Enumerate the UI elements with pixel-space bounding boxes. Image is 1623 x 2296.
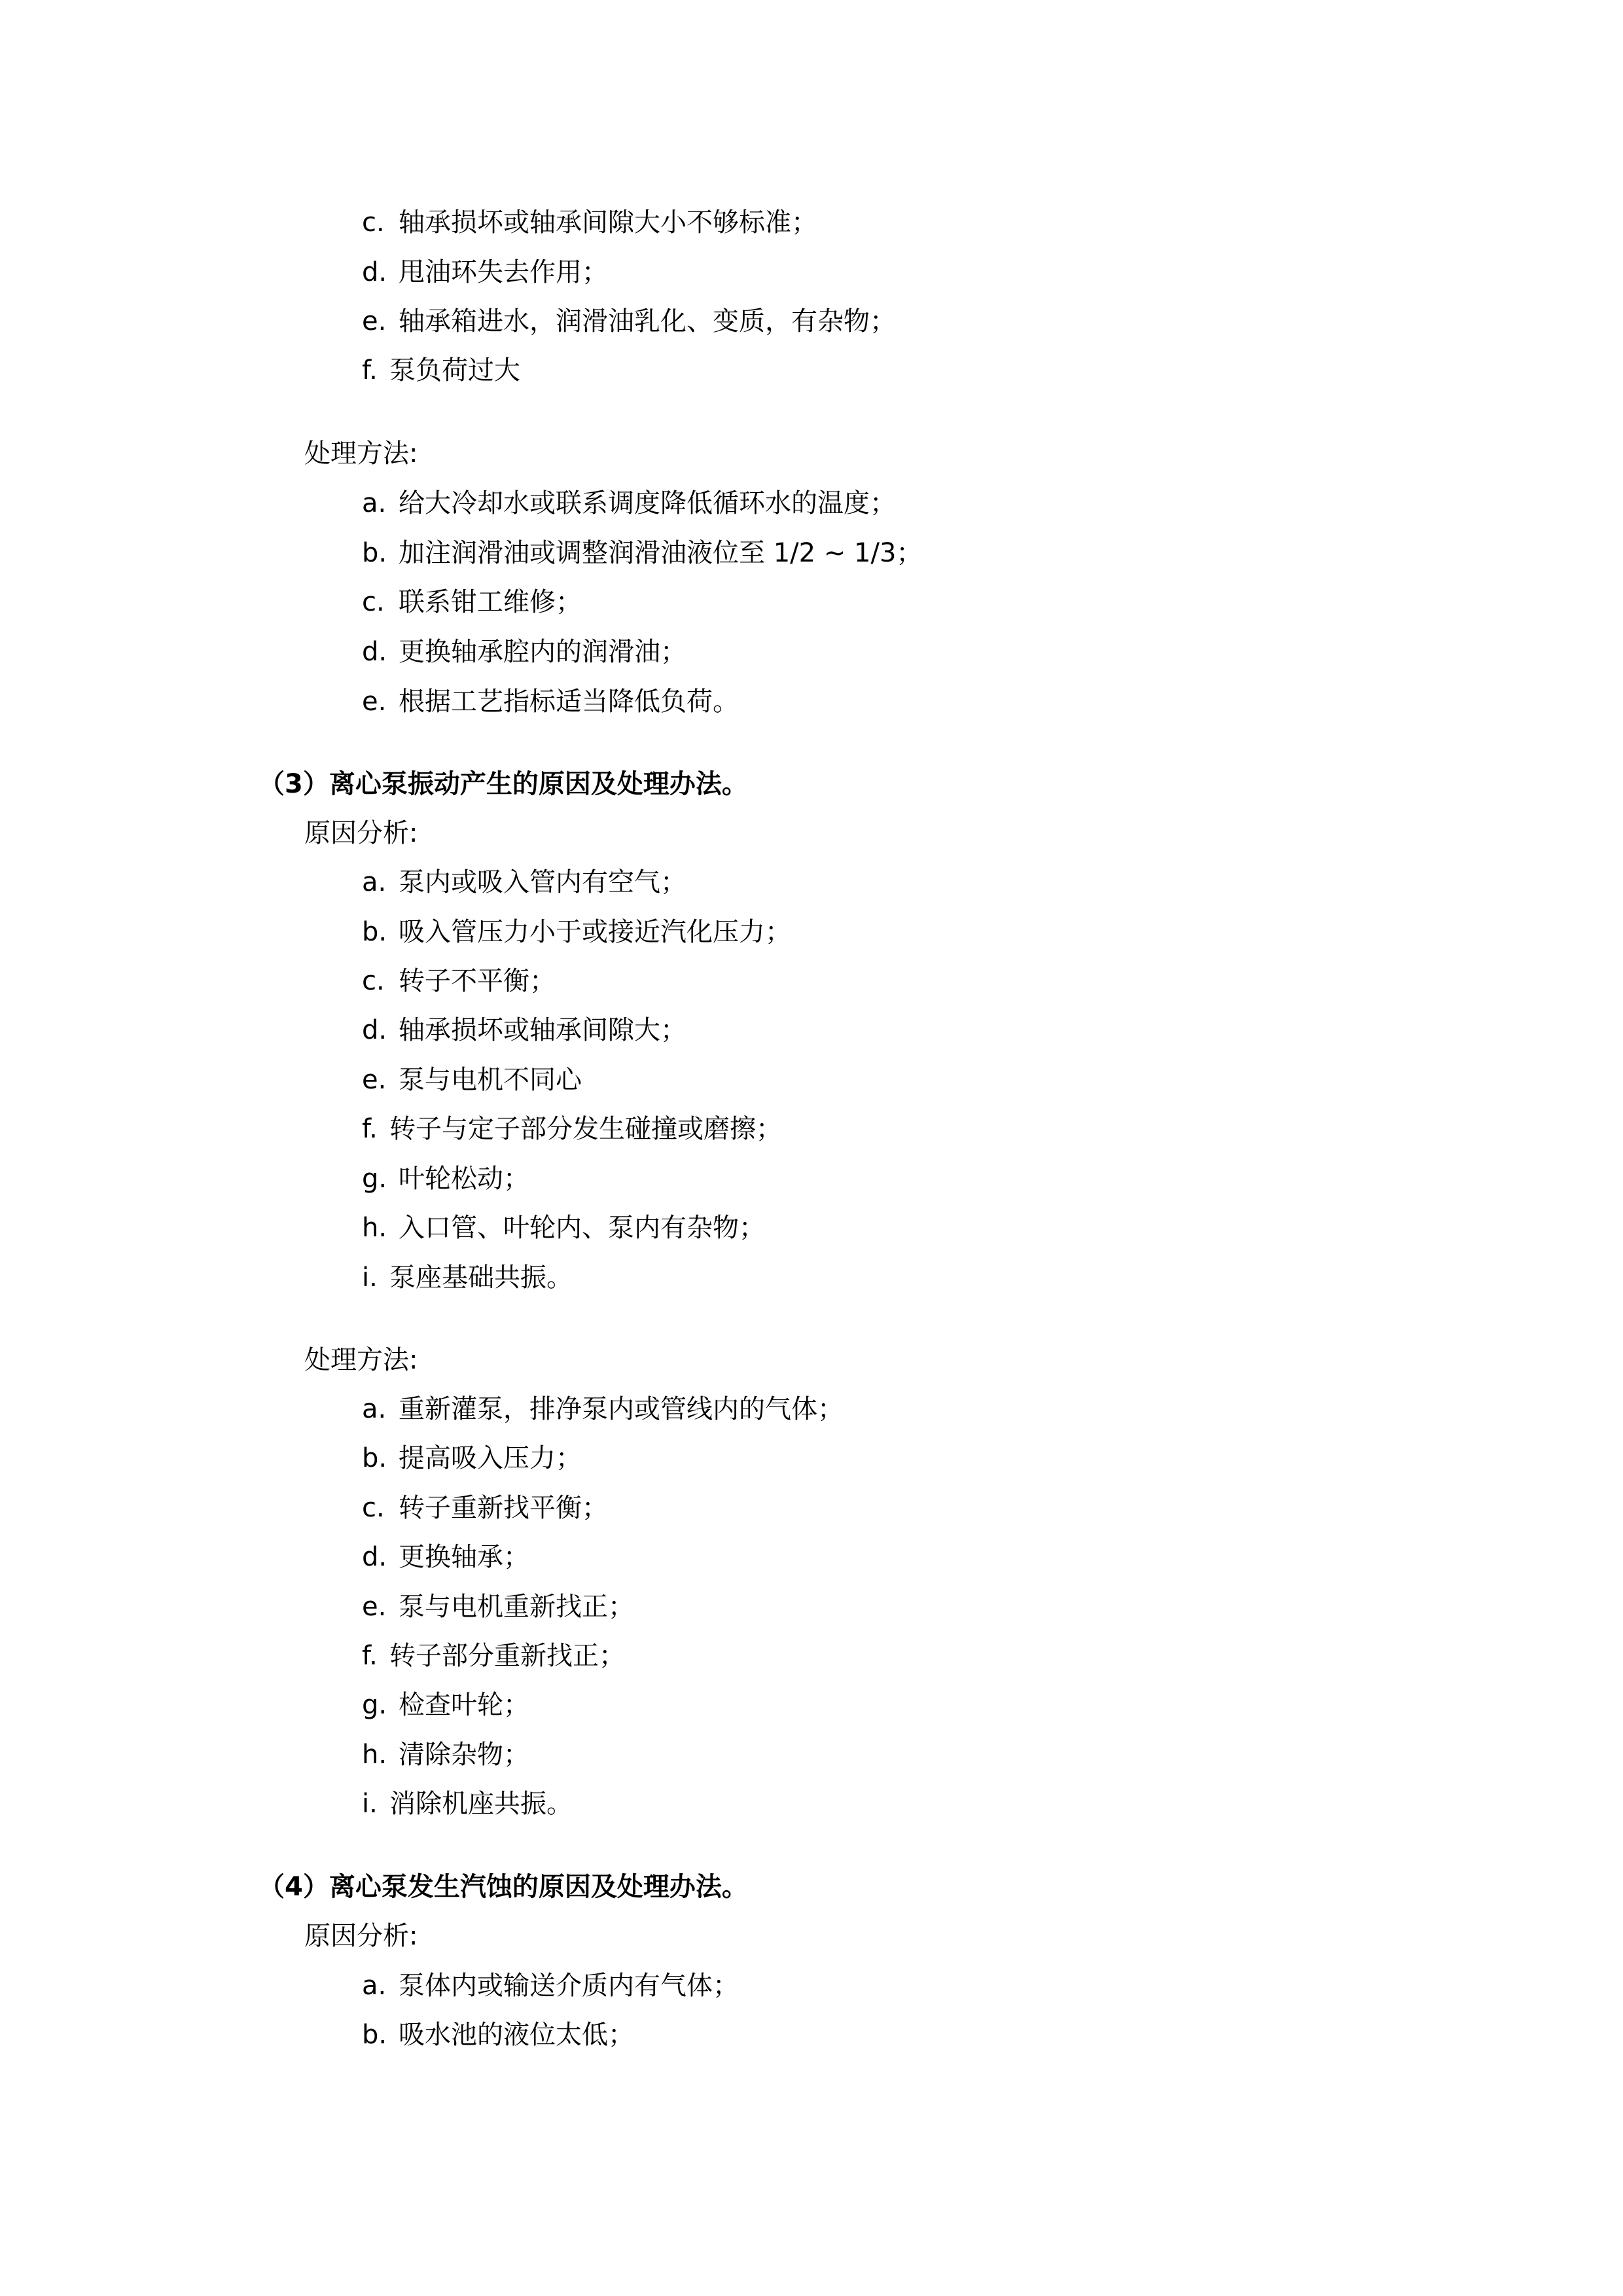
list-item (362, 1541, 529, 1573)
list-marker: d. (362, 257, 387, 287)
list-item (362, 305, 896, 338)
list-item-text: 泵与电机重新找正； (399, 1592, 634, 1622)
section-label: 处理方法: (304, 1345, 418, 1375)
list-item (362, 1261, 573, 1294)
list-item (362, 586, 582, 619)
list-marker: a. (362, 867, 387, 897)
list-item (362, 1211, 765, 1244)
list-item-text: 加注润滑油或调整润滑油液位至 1/2 ~ 1/3； (399, 538, 923, 568)
list-item (362, 256, 608, 289)
list-item-text: 转子重新找平衡； (399, 1493, 608, 1523)
list-marker: d. (362, 637, 387, 667)
list-item (362, 1162, 529, 1195)
list-marker: c. (362, 587, 385, 617)
list-marker: c. (362, 207, 385, 238)
list-item-text: 转子部分重新找正； (389, 1641, 625, 1671)
list-item (362, 537, 922, 569)
list-marker: g. (362, 1690, 387, 1720)
list-marker: e. (362, 1065, 387, 1095)
list-item (362, 1393, 844, 1426)
list-item-text: 重新灌泵，排净泵内或管线内的气体； (399, 1394, 844, 1424)
list-item (362, 1442, 582, 1475)
list-item-text: 给大冷却水或联系调度降低循环水的温度； (399, 488, 896, 518)
list-item-text: 甩油环失去作用； (399, 257, 608, 287)
list-item-text: 叶轮松动； (399, 1164, 529, 1194)
list-item (362, 1064, 582, 1096)
list-marker: d. (362, 1542, 387, 1572)
list-marker: h. (362, 1213, 387, 1243)
list-item-text: 提高吸入压力； (399, 1443, 582, 1473)
list-item (362, 206, 817, 239)
list-item (362, 1590, 634, 1623)
list-item-text: 轴承损坏或轴承间隙大小不够标准； (399, 207, 817, 238)
list-marker: e. (362, 1592, 387, 1622)
list-item-text: 更换轴承腔内的润滑油； (399, 637, 687, 667)
list-item (362, 1640, 625, 1672)
list-item-text: 更换轴承； (399, 1542, 529, 1572)
list-item (362, 916, 791, 948)
section-heading: （3）离心泵振动产生的原因及处理办法。 (259, 769, 748, 799)
list-marker: h. (362, 1740, 387, 1770)
list-marker: a. (362, 488, 387, 518)
list-item (362, 1689, 529, 1721)
list-item-text: 泵与电机不同心 (399, 1065, 582, 1095)
list-item (362, 487, 896, 520)
list-item (362, 1787, 573, 1820)
list-item (362, 1492, 608, 1524)
list-marker: i. (362, 1789, 378, 1819)
list-marker: f. (362, 1641, 378, 1671)
list-item (362, 965, 556, 997)
list-marker: b. (362, 2020, 387, 2050)
list-marker: e. (362, 687, 387, 717)
list-marker: c. (362, 1493, 385, 1523)
list-marker: e. (362, 306, 387, 336)
list-item (362, 685, 739, 718)
list-item-text: 消除机座共振。 (389, 1789, 573, 1819)
list-item-text: 吸水池的液位太低； (399, 2020, 634, 2050)
list-item-text: 转子不平衡； (399, 966, 556, 996)
list-marker: a. (362, 1394, 387, 1424)
list-item (362, 1113, 782, 1145)
list-marker: g. (362, 1164, 387, 1194)
list-item (362, 1969, 739, 2002)
list-marker: b. (362, 917, 387, 947)
list-item-text: 联系钳工维修； (399, 587, 582, 617)
section-label: 处理方法: (304, 439, 418, 469)
list-marker: b. (362, 538, 387, 568)
list-marker: f. (362, 355, 378, 386)
list-item-text: 吸入管压力小于或接近汽化压力； (399, 917, 791, 947)
list-item-text: 转子与定子部分发生碰撞或磨擦； (389, 1114, 782, 1144)
list-item (362, 866, 687, 899)
section-label: 原因分析: (304, 818, 418, 848)
section-heading: （4）离心泵发生汽蚀的原因及处理办法。 (259, 1872, 748, 1902)
list-marker: f. (362, 1114, 378, 1144)
list-item-text: 泵体内或输送介质内有气体； (399, 1971, 739, 2001)
list-item (362, 1738, 529, 1771)
list-item-text: 根据工艺指标适当降低负荷。 (399, 687, 739, 717)
list-item-text: 清除杂物； (399, 1740, 529, 1770)
section-label: 原因分析: (304, 1921, 418, 1951)
list-marker: a. (362, 1971, 387, 2001)
list-marker: b. (362, 1443, 387, 1473)
list-item-text: 泵座基础共振。 (389, 1263, 573, 1293)
list-item-text: 检查叶轮； (399, 1690, 529, 1720)
list-item (362, 354, 520, 387)
list-marker: i. (362, 1263, 378, 1293)
list-item-text: 泵负荷过大 (389, 355, 520, 386)
list-marker: c. (362, 966, 385, 996)
list-item-text: 轴承箱进水，润滑油乳化、变质，有杂物； (399, 306, 896, 336)
list-item (362, 1014, 687, 1047)
list-item-text: 泵内或吸入管内有空气； (399, 867, 687, 897)
list-item-text: 入口管、叶轮内、泵内有杂物； (399, 1213, 765, 1243)
list-item (362, 636, 687, 668)
list-item-text: 轴承损坏或轴承间隙大； (399, 1015, 687, 1045)
list-marker: d. (362, 1015, 387, 1045)
list-item (362, 2018, 634, 2051)
